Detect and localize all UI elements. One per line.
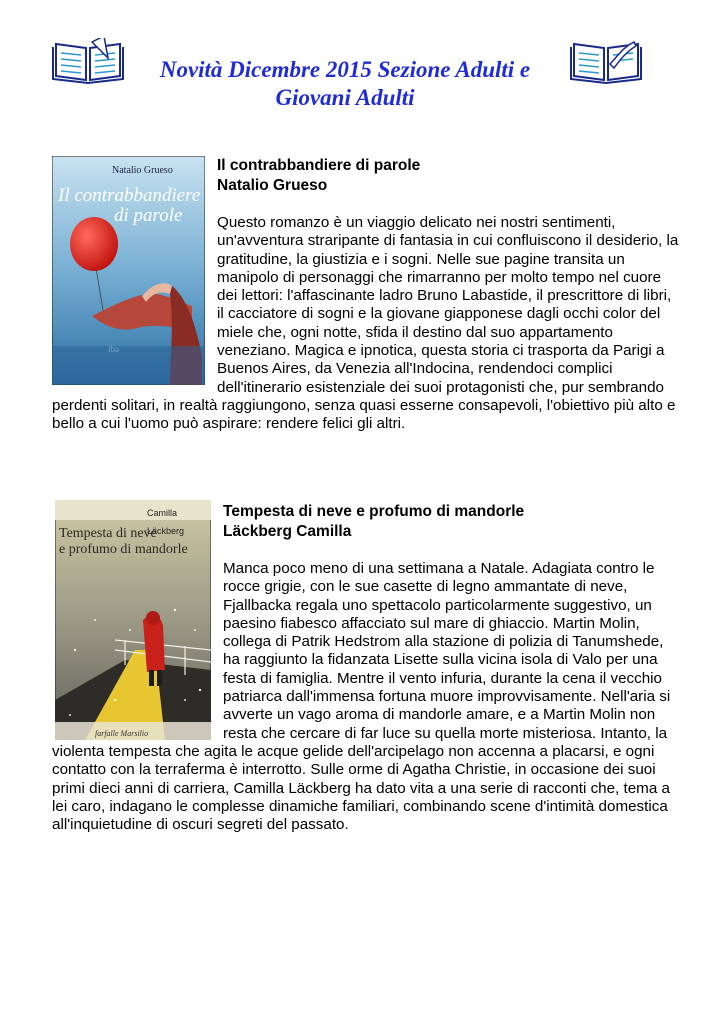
book-entry: [52, 500, 682, 834]
page-title: [130, 56, 560, 112]
cover-title-line-2: di parole: [114, 205, 183, 226]
book-description: Questo romanzo è un viaggio delicato nei nostri sentimenti, un'avventura straripante di fantasia in cui confluiscono il desiderio, la gratitudine, la giustizia e i sogni. Nelle sue pagine transita un manipolo di personaggi che rimarranno per molto tempo nel cuore dei lettori: l'affascinante ladro Bruno Labastide, il prescrittore di libri, il cacciatore di sogni e la giovane giapponese dagli occhi color del miele che, ogni notte, sfida il destino dal suo appartamento veneziano. Magica e ipnotica, questa storia ci trasporta da Parigi a Buenos Aires, da Venezia all'Indocina, rendendoci complici dell'itinerario esistenziale dei suoi protagonisti che, pur sembrando perdenti solitari, in realtà raggiungono, senza quasi esserne consapevoli, l'obiettivo più alto e bello a cui l'uomo può aspirare: rendere felici gli altri.: [52, 214, 679, 433]
open-book-icon: [570, 38, 642, 84]
book-title: Il contrabbandiere di parole: [217, 157, 421, 174]
page-title-line-1: Novità Dicembre 2015 Sezione Adulti e: [159, 57, 531, 82]
book-author: Läckberg Camilla: [223, 523, 352, 540]
open-book-icon: [52, 38, 124, 84]
page-title-line-2: Giovani Adulti: [275, 85, 415, 110]
book-cover: [52, 156, 205, 385]
cover-title-line-1: Tempesta di neve: [59, 526, 157, 541]
cover-author: Natalio Grueso: [112, 165, 173, 176]
book-title: Tempesta di neve e profumo di mandorle: [223, 503, 525, 520]
book-author: Natalio Grueso: [217, 177, 328, 194]
book-cover: [55, 500, 211, 740]
cover-publisher: farfalle Marsilio: [95, 729, 149, 738]
book-description: Manca poco meno di una settimana a Natale. Adagiata contro le rocce grigie, con le sue casette di legno ammantate di neve, Fjallbacka regala uno spettacolo particolarmente suggestivo, un paesino fiabesco affacciato sul mare di ghiaccio. Martin Molin, collega di Patrik Hedstrom alla stazione di polizia di Tanumshede, ha raggiunto la fidanzata Lisette sulla vicina isola di Valo per una festa di famiglia. Mentre il vento infuria, durante la cena il vecchio patriarca dall'immensa fortuna muore improvvisamente. Nell'aria si avverte un vago aroma di mandorle amare, e a Martin Molin non resta che cercare di far luce su quella morte misteriosa. Intanto, la violenta tempesta che agita le acque gelide dell'arcipelago non accenna a placarsi, e ogni contatto con la terraferma è interrotto. Sulle orme di Agatha Christie, in occasione dei suoi primi dieci anni di carriera, Camilla Läckberg ha dato vita a una serie di racconti che, tema a lei caro, indagano le complesse dinamiche familiari, combinando scene d'intimità domestica all'inquietudine di oscuri segreti del passato.: [52, 560, 671, 834]
cover-title-line-1: Il contrabbandiere: [58, 185, 201, 206]
svg-text:iba: iba: [108, 344, 119, 354]
cover-title: [58, 186, 200, 226]
cover-title: [59, 526, 188, 558]
cover-author: Camilla Läckberg: [147, 508, 185, 537]
cover-title-line-2: e profumo di mandorle: [59, 542, 188, 557]
book-entry: [52, 156, 682, 434]
